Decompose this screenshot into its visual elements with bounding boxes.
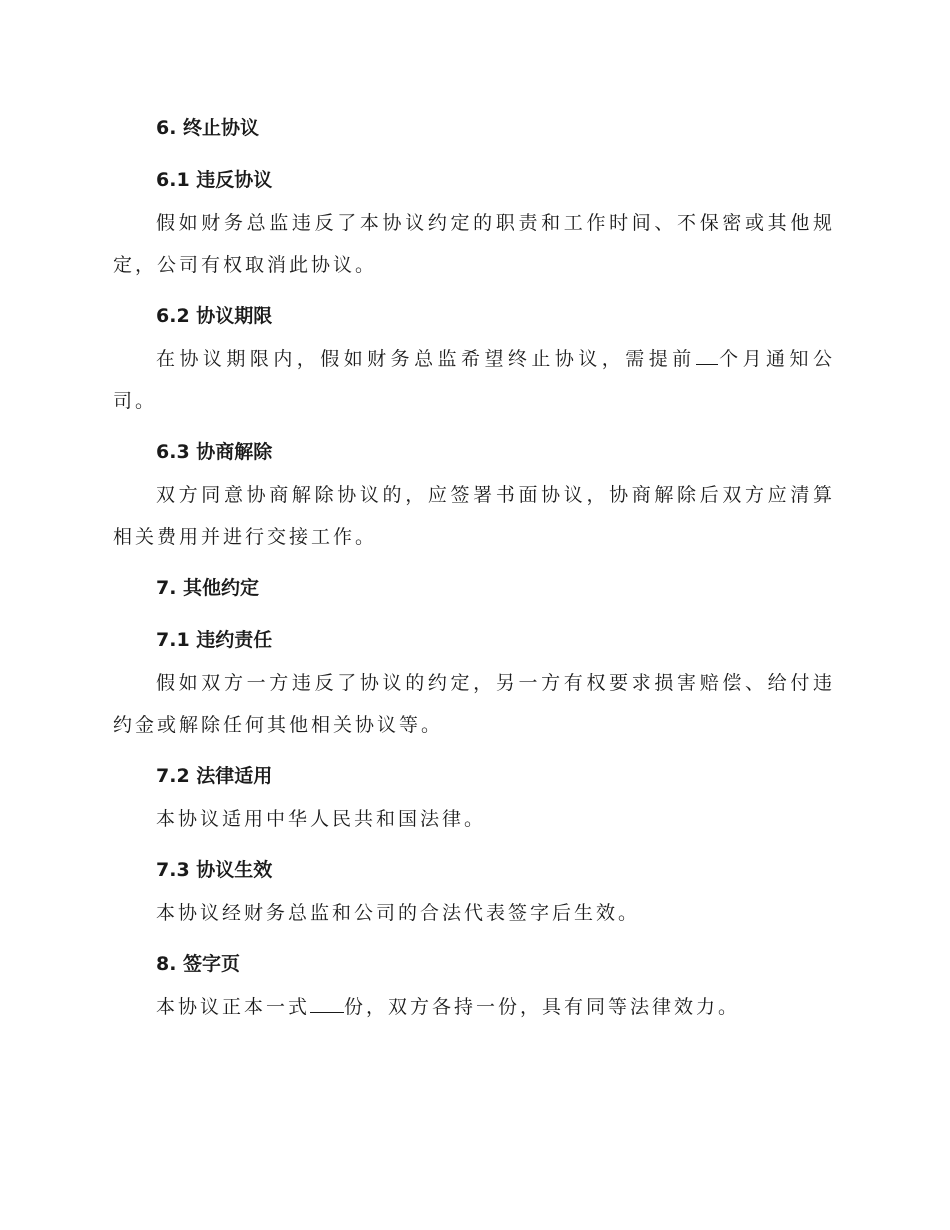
section-7-3-heading: 7.3 协议生效: [156, 859, 273, 881]
section-8-text-after: 份，双方各持一份，具有同等法律效力。: [344, 996, 741, 1018]
section-6-2-paragraph: [113, 338, 835, 422]
section-6-3-paragraph: 双方同意协商解除协议的，应签署书面协议，协商解除后双方应清算相关费用并进行交接工作。: [113, 484, 835, 548]
section-7-3-paragraph: 本协议经财务总监和公司的合法代表签字后生效。: [156, 902, 641, 924]
section-6-heading: 6. 终止协议: [156, 117, 260, 139]
section-8-paragraph: [113, 986, 835, 1028]
section-8-text-before: 本协议正本一式: [156, 996, 311, 1018]
section-8-heading: 8. 签字页: [156, 953, 241, 975]
section-6-2-heading: 6.2 协议期限: [156, 305, 273, 327]
section-6-2-text-after: 个月通知公司。: [113, 348, 835, 412]
section-7-1-paragraph: 假如双方一方违反了协议的约定，另一方有权要求损害赔偿、给付违约金或解除任何其他相关协议等。: [113, 672, 835, 736]
notice-months-blank: [696, 344, 718, 365]
section-6-2-text-before: 在协议期限内，假如财务总监希望终止协议，需提前: [156, 348, 696, 370]
section-6-1-heading: 6.1 违反协议: [156, 169, 273, 191]
section-7-heading: 7. 其他约定: [156, 577, 260, 599]
document-content: [113, 110, 835, 1028]
copies-count-blank: [310, 992, 344, 1013]
section-6-1-paragraph: 假如财务总监违反了本协议约定的职责和工作时间、不保密或其他规定，公司有权取消此协议。: [113, 212, 835, 276]
section-7-1-heading: 7.1 违约责任: [156, 629, 273, 651]
section-6-3-heading: 6.3 协商解除: [156, 441, 273, 463]
section-7-2-paragraph: 本协议适用中华人民共和国法律。: [156, 808, 487, 830]
section-7-2-heading: 7.2 法律适用: [156, 765, 273, 787]
